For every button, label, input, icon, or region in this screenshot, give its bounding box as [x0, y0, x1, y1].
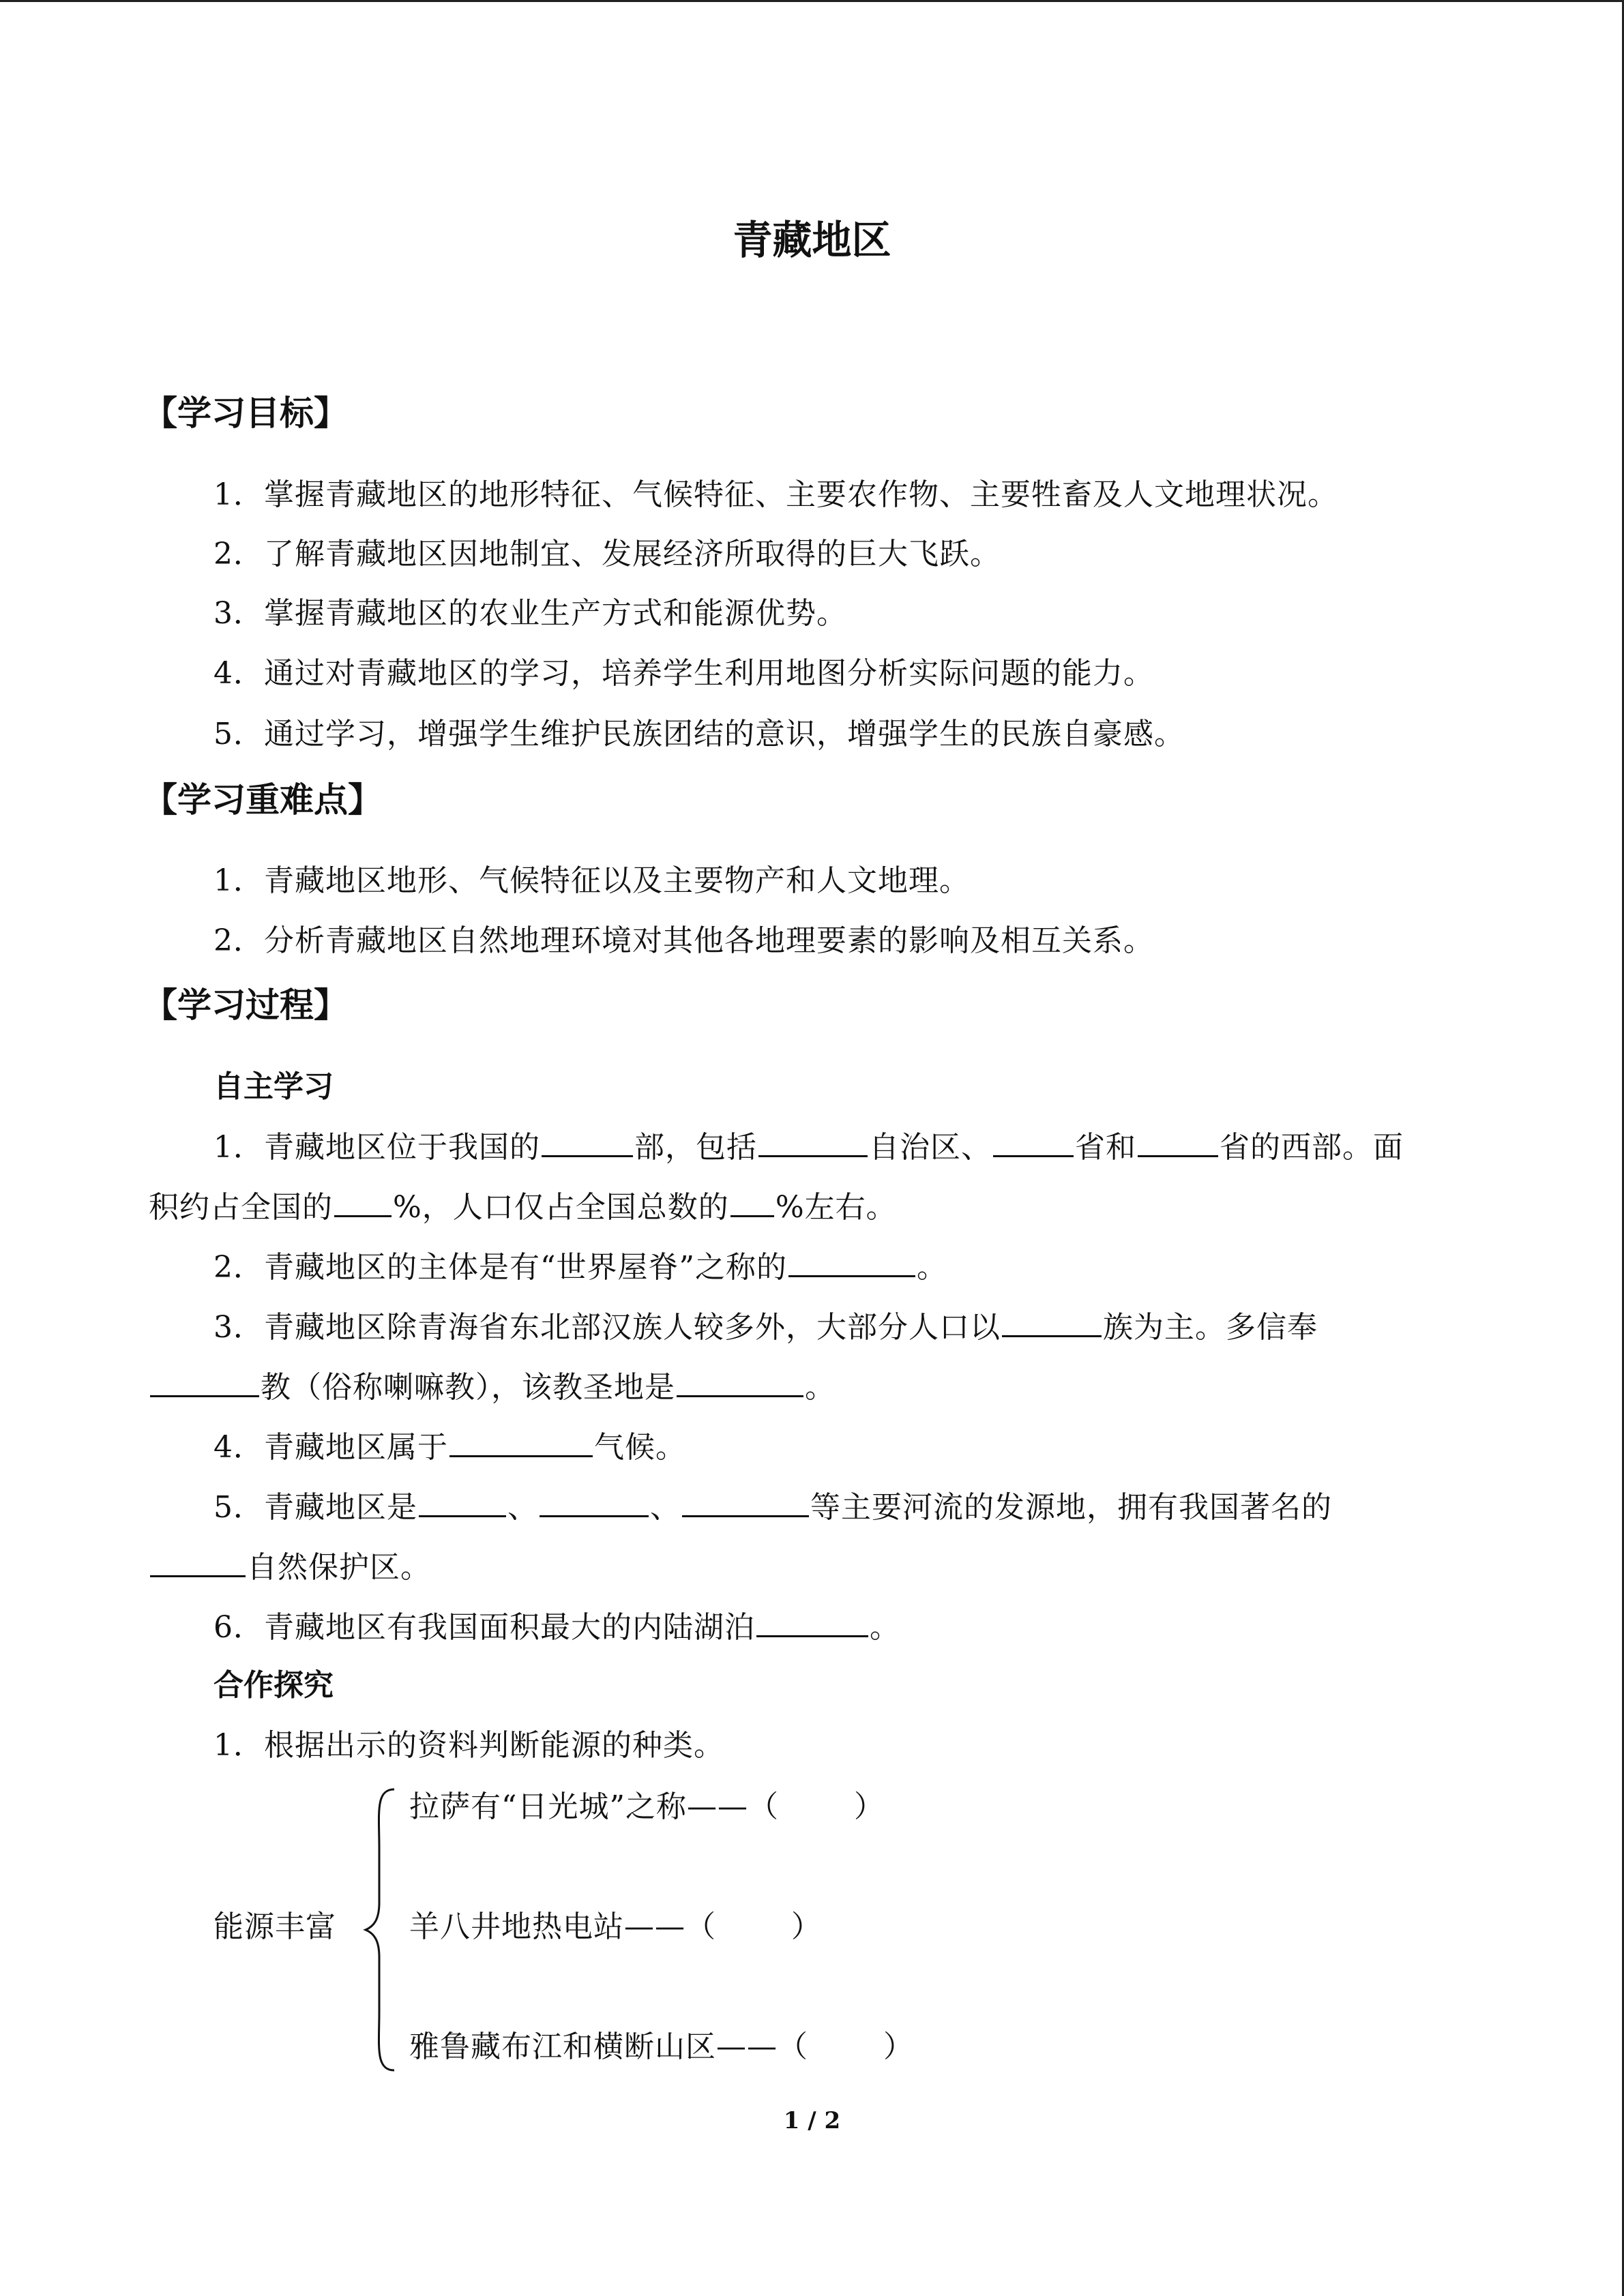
q4-text-a: 4．青藏地区属于 [213, 1430, 448, 1465]
subheading-self-study: 自主学习 [213, 1069, 334, 1104]
q3-blank-holy-site[interactable] [677, 1365, 803, 1397]
energy-branch-geothermal [409, 1905, 822, 1949]
self-study-q6 [213, 1605, 900, 1650]
q1-text-g: %，人口仅占全国总数的 [393, 1190, 729, 1225]
q5-blank-reserve[interactable] [150, 1545, 246, 1577]
page-number: 1 / 2 [783, 2107, 841, 2134]
energy-branch-solar [409, 1785, 885, 1829]
branch-3-close: ） [883, 2029, 914, 2064]
q6-blank-lake[interactable] [756, 1605, 868, 1637]
section-heading-process: 【学习过程】 [143, 985, 348, 1025]
goal-item-3: 3．掌握青藏地区的农业生产方式和能源优势。 [213, 596, 847, 631]
q3-text-b: 族为主。多信奉 [1103, 1310, 1318, 1345]
top-border [0, 0, 1624, 2]
branch-1-close: ） [854, 1789, 885, 1824]
q6-text-b: 。 [870, 1610, 900, 1645]
q1-blank-autonomous-region[interactable] [758, 1125, 868, 1157]
self-study-q5-line2 [149, 1545, 431, 1590]
q1-text-f: 积约占全国的 [149, 1190, 333, 1225]
q1-text-d: 省和 [1075, 1130, 1136, 1165]
q5-blank-river-1[interactable] [419, 1485, 506, 1517]
self-study-q1-line2 [149, 1185, 897, 1229]
q1-blank-area-percent[interactable] [334, 1185, 392, 1217]
self-study-q5-line1 [213, 1485, 1332, 1530]
q5-text-a: 5．青藏地区是 [213, 1490, 417, 1525]
q5-text-b: 等主要河流的发源地，拥有我国著名的 [810, 1490, 1332, 1525]
section-heading-key-points: 【学习重难点】 [143, 780, 382, 820]
subheading-cooperation: 合作探究 [213, 1668, 334, 1703]
q3-text-c: 教（俗称喇嘛教），该教圣地是 [261, 1370, 675, 1405]
branch-3-text: 雅鲁藏布江和横断山区——（ [409, 2029, 808, 2064]
q6-text-a: 6．青藏地区有我国面积最大的内陆湖泊 [213, 1610, 755, 1645]
branch-2-text: 羊八井地热电站——（ [409, 1909, 716, 1944]
q4-blank-climate[interactable] [449, 1425, 593, 1457]
q5-text-c: 自然保护区。 [247, 1550, 431, 1585]
q4-text-b: 气候。 [594, 1430, 686, 1465]
self-study-q3-line1 [213, 1305, 1318, 1350]
q2-text-a: 2．青藏地区的主体是有“世界屋脊”之称的 [213, 1250, 787, 1285]
branch-1-text: 拉萨有“日光城”之称——（ [409, 1789, 779, 1824]
page-title: 青藏地区 [733, 217, 891, 263]
cooperation-q1: 1．根据出示的资料判断能源的种类。 [213, 1728, 724, 1763]
q5-sep-2: 、 [650, 1490, 681, 1525]
q3-text-d: 。 [805, 1370, 836, 1405]
q1-blank-region[interactable] [542, 1125, 633, 1157]
key-point-item-1: 1．青藏地区地形、气候特征以及主要物产和人文地理。 [213, 863, 970, 898]
goal-item-5: 5．通过学习，增强学生维护民族团结的意识，增强学生的民族自豪感。 [213, 717, 1185, 751]
q2-text-b: 。 [916, 1250, 947, 1285]
curly-brace-icon [361, 1787, 402, 2073]
q1-blank-province-2[interactable] [1138, 1125, 1218, 1157]
self-study-q2 [213, 1245, 947, 1289]
q2-blank-plateau[interactable] [788, 1245, 915, 1277]
q3-text-a: 3．青藏地区除青海省东北部汉族人较多外，大部分人口以 [213, 1310, 1001, 1345]
q3-blank-ethnic-group[interactable] [1002, 1305, 1102, 1337]
q1-text-h: %左右。 [775, 1190, 897, 1225]
q1-text-c: 自治区、 [869, 1130, 992, 1165]
q1-text-a: 1．青藏地区位于我国的 [213, 1130, 540, 1165]
q5-blank-river-3[interactable] [682, 1485, 809, 1517]
q3-blank-religion[interactable] [150, 1365, 259, 1397]
self-study-q1-line1 [213, 1125, 1404, 1169]
branch-2-close: ） [791, 1909, 822, 1944]
q5-sep-1: 、 [507, 1490, 538, 1525]
brace-label: 能源丰富 [213, 1909, 336, 1944]
key-point-item-2: 2．分析青藏地区自然地理环境对其他各地理要素的影响及相互关系。 [213, 923, 1154, 958]
goal-item-1: 1．掌握青藏地区的地形特征、气候特征、主要农作物、主要牲畜及人文地理状况。 [213, 477, 1338, 512]
goal-item-4: 4．通过对青藏地区的学习，培养学生利用地图分析实际问题的能力。 [213, 656, 1154, 691]
q1-text-b: 部，包括 [634, 1130, 757, 1165]
q1-text-e: 省的西部。面 [1220, 1130, 1404, 1165]
q5-blank-river-2[interactable] [540, 1485, 649, 1517]
section-heading-goals: 【学习目标】 [143, 393, 348, 433]
goal-item-2: 2．了解青藏地区因地制宜、发展经济所取得的巨大飞跃。 [213, 537, 1001, 571]
self-study-q3-line2 [149, 1365, 836, 1410]
energy-branch-hydro [409, 2025, 914, 2069]
q1-blank-province-1[interactable] [993, 1125, 1074, 1157]
q1-blank-population-percent[interactable] [730, 1185, 774, 1217]
self-study-q4 [213, 1425, 686, 1470]
